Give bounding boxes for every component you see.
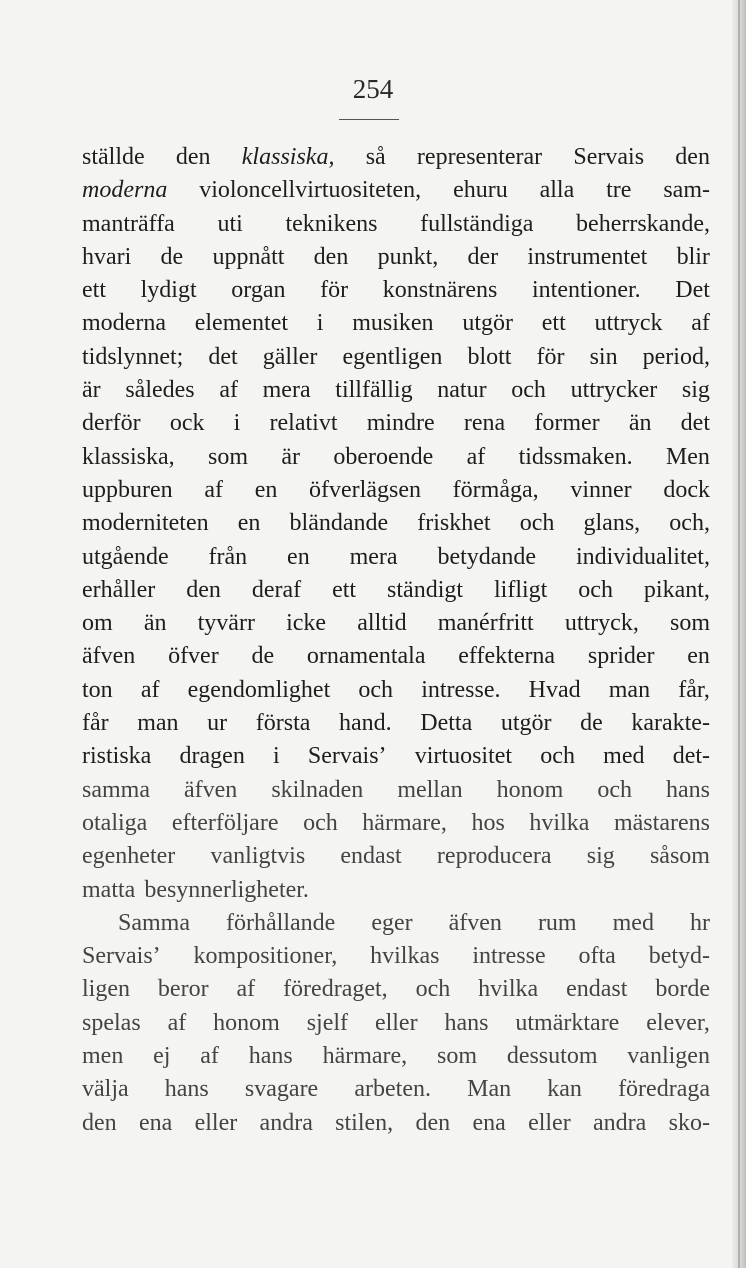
word: lydigt (140, 277, 197, 304)
word: är (82, 377, 101, 404)
word: elever, (646, 1009, 710, 1036)
word: eger (371, 909, 413, 936)
word: mästarens (613, 809, 710, 836)
word: förmåga, (452, 476, 539, 503)
text-line (82, 574, 710, 607)
word: blott (467, 343, 512, 370)
word: och (578, 576, 613, 603)
text-line (82, 907, 710, 940)
word: matta (82, 876, 136, 903)
word: klassiska, (82, 443, 175, 470)
word: en (254, 476, 278, 503)
word: Servais’ (82, 943, 161, 970)
word: ständigt (387, 576, 464, 603)
word: förhållande (226, 909, 336, 936)
text-line (82, 407, 710, 440)
word: relativt (269, 410, 338, 437)
word: uttrycker (570, 377, 658, 404)
word: ur (207, 710, 228, 737)
word: utgör (462, 310, 513, 337)
word: former (534, 410, 600, 437)
word: vanligtvis (210, 843, 306, 870)
word: borde (655, 976, 710, 1003)
word: betyd- (648, 943, 710, 970)
page-number: 254 (352, 74, 394, 104)
word: andra (259, 1109, 313, 1136)
word: man (137, 710, 179, 737)
word: från (208, 543, 248, 570)
word: samma (82, 776, 150, 803)
text-line (82, 807, 710, 840)
word: lifligt (494, 576, 548, 603)
word: klassiska, (241, 144, 335, 170)
word: utgående (82, 543, 169, 570)
word: Det (675, 277, 710, 304)
word: moderna (82, 177, 168, 204)
word: första (255, 710, 311, 737)
word: violoncellvirtuositeten, (199, 177, 422, 204)
word: ställde (82, 144, 145, 170)
word: härmare, (322, 1043, 408, 1070)
word: hvilka (478, 976, 539, 1003)
word: arbeten. (354, 1076, 431, 1103)
word: välja (82, 1076, 129, 1103)
word: af (219, 377, 238, 404)
word: uppburen (82, 476, 173, 503)
word: spelas (82, 1009, 141, 1036)
word: äfven (82, 643, 136, 670)
word: för (536, 343, 565, 370)
word: som (669, 610, 710, 637)
word: i (273, 743, 280, 770)
text-line (82, 441, 710, 474)
word: får (82, 710, 109, 737)
word: icke (286, 610, 327, 637)
word: stilen, (335, 1109, 394, 1136)
word: mera (262, 377, 311, 404)
word: den (175, 144, 211, 170)
word: individualitet, (575, 543, 710, 570)
word: af (204, 476, 223, 503)
word: det (680, 410, 710, 437)
word: i (233, 410, 241, 437)
word: manérfritt (437, 610, 534, 637)
word: endast (340, 843, 402, 870)
word: erhåller (82, 576, 156, 603)
word: får, (678, 676, 710, 703)
word: tyvärr (197, 610, 255, 637)
text-line (82, 774, 710, 807)
word: öfverlägsen (309, 476, 421, 503)
word: intentioner. (532, 277, 641, 304)
text-line (82, 141, 710, 174)
word: sig (586, 843, 615, 870)
word: eller (194, 1109, 238, 1136)
text-line (82, 341, 710, 374)
page-edge-line (738, 0, 740, 1268)
word: sam- (663, 177, 710, 204)
word: glans, (583, 510, 641, 537)
body-text (82, 141, 710, 1140)
word: sprider (587, 643, 655, 670)
text-line (82, 1040, 710, 1073)
word: manträffa (82, 210, 175, 237)
word: egendomlighet (187, 676, 331, 703)
text-line (82, 874, 710, 907)
word: egentligen (342, 343, 443, 370)
text-line (82, 1007, 710, 1040)
word: reproducera (436, 843, 552, 870)
word: den (415, 1109, 451, 1136)
word: en (287, 543, 310, 570)
word: och (597, 776, 632, 803)
word: pikant, (643, 576, 710, 603)
word: således (125, 377, 195, 404)
word: utmärktare (515, 1009, 620, 1036)
word: blir (676, 243, 710, 270)
word: eller (374, 1009, 418, 1036)
word: mindre (366, 410, 435, 437)
word: beror (157, 976, 209, 1003)
word: kan (547, 1076, 582, 1103)
word: af (167, 1009, 187, 1036)
word: eller (528, 1109, 571, 1136)
word: af (466, 443, 486, 470)
word: virtuositet (414, 743, 513, 770)
word: Servais (573, 144, 645, 170)
word: så (365, 144, 386, 170)
word: med (612, 909, 654, 936)
word: och (511, 377, 546, 404)
word: ej (153, 1043, 171, 1070)
word: mellan (397, 776, 463, 803)
word: tidssmaken. (518, 443, 633, 470)
word: det- (672, 743, 710, 770)
word: den (82, 1109, 117, 1136)
word: alla (539, 177, 575, 204)
word: än (628, 410, 652, 437)
word: hvari (82, 243, 132, 270)
word: sko- (668, 1109, 710, 1136)
text-line (82, 241, 710, 274)
text-line (82, 374, 710, 407)
text-line (82, 174, 710, 207)
word: öfver (168, 643, 219, 670)
word: derför (82, 410, 141, 437)
word: otaliga (82, 809, 148, 836)
word: den (313, 243, 349, 270)
word: instrumentet (527, 243, 648, 270)
word: bländande (289, 510, 389, 537)
text-line (82, 541, 710, 574)
word: ett (541, 310, 566, 337)
word: intresse (472, 943, 546, 970)
word: andra (593, 1109, 647, 1136)
word: och, (669, 510, 710, 537)
word: gäller (262, 343, 318, 370)
header-rule (339, 119, 399, 120)
word: af (200, 1043, 219, 1070)
word: fullständiga (420, 210, 534, 237)
word: utgör (500, 710, 552, 737)
word: vanligen (627, 1043, 710, 1070)
word: en (237, 510, 261, 537)
word: konstnärens (382, 277, 498, 304)
word: hans (248, 1043, 293, 1070)
text-line (82, 674, 710, 707)
word: dragen (179, 743, 245, 770)
word: dessutom (506, 1043, 598, 1070)
text-line (82, 307, 710, 340)
text-line (82, 973, 710, 1006)
word: uppnått (212, 243, 285, 270)
word: och (303, 809, 338, 836)
text-line (82, 474, 710, 507)
word: vinner (570, 476, 632, 503)
word: föredraga (618, 1076, 710, 1103)
text-line (82, 640, 710, 673)
word: såsom (649, 843, 710, 870)
word: punkt, (377, 243, 439, 270)
word: beherrskande, (576, 210, 710, 237)
text-line (82, 940, 710, 973)
word: föredraget, (283, 976, 388, 1003)
word: efterföljare (171, 809, 279, 836)
word: kompositioner, (193, 943, 338, 970)
word: Servais’ (307, 743, 387, 770)
word: hos (471, 809, 505, 836)
word: honom (496, 776, 564, 803)
word: men (82, 1043, 124, 1070)
word: härmare, (362, 809, 447, 836)
word: äfven (448, 909, 502, 936)
word: skilnaden (271, 776, 364, 803)
word: uttryck (594, 310, 663, 337)
word: ofta (578, 943, 616, 970)
word: än (143, 610, 167, 637)
word: med (603, 743, 645, 770)
word: Samma (118, 909, 190, 936)
word: och (540, 743, 575, 770)
word: elementet (194, 310, 289, 337)
word: hans (666, 776, 710, 803)
word: rena (463, 410, 506, 437)
word: hvilkas (370, 943, 440, 970)
word: teknikens (285, 210, 378, 237)
word: sin (589, 343, 618, 370)
word: ehuru (453, 177, 508, 204)
word: Hvad (528, 676, 581, 703)
word: karakte- (631, 710, 710, 737)
word: och (415, 976, 451, 1003)
word: tillfällig (335, 377, 413, 404)
word: och (358, 676, 394, 703)
word: moderna (82, 310, 166, 337)
word: organ (231, 277, 286, 304)
word: ristiska (82, 743, 152, 770)
word: der (467, 243, 499, 270)
word: ena (472, 1109, 506, 1136)
word: den (675, 144, 710, 170)
word: man (608, 676, 651, 703)
word: moderniteten (82, 510, 209, 537)
word: tidslynnet; (82, 343, 184, 370)
word: alltid (357, 610, 407, 637)
text-line (82, 840, 710, 873)
word: uti (217, 210, 243, 237)
word: besynnerligheter. (144, 876, 309, 903)
word: dock (663, 476, 710, 503)
word: hans (164, 1076, 209, 1103)
word: tre (606, 177, 632, 204)
word: Men (665, 443, 710, 470)
word: egenheter (82, 843, 176, 870)
word: mera (349, 543, 398, 570)
text-line (82, 1073, 710, 1106)
word: ena (138, 1109, 173, 1136)
word: ett (82, 277, 106, 304)
word: som (436, 1043, 477, 1070)
word: endast (566, 976, 628, 1003)
text-line (82, 1107, 710, 1140)
word: i (316, 310, 324, 337)
word: äfven (184, 776, 238, 803)
word: oberoende (333, 443, 434, 470)
word: den (186, 576, 221, 603)
text-line (82, 274, 710, 307)
word: de (251, 643, 275, 670)
word: de (580, 710, 603, 737)
word: effekterna (458, 643, 556, 670)
word: om (82, 610, 113, 637)
word: hvilka (529, 809, 590, 836)
word: natur (437, 377, 487, 404)
word: sjelf (306, 1009, 349, 1036)
word: det (208, 343, 238, 370)
word: och (519, 510, 555, 537)
word: ton (82, 676, 113, 703)
word: som (208, 443, 249, 470)
word: ornamentala (306, 643, 426, 670)
text-line (82, 607, 710, 640)
word: uttryck, (564, 610, 639, 637)
word: Man (467, 1076, 512, 1103)
word: af (691, 310, 710, 337)
word: betydande (437, 543, 537, 570)
text-line (82, 707, 710, 740)
word: af (140, 676, 160, 703)
text-line (82, 507, 710, 540)
word: friskhet (417, 510, 491, 537)
word: är (281, 443, 300, 470)
word: intresse. (421, 676, 501, 703)
word: ett (332, 576, 357, 603)
word: representerar (416, 144, 543, 170)
word: hr (689, 909, 710, 936)
word: ligen (82, 976, 130, 1003)
word: deraf (251, 576, 302, 603)
text-line (82, 208, 710, 241)
word: en (687, 643, 710, 670)
word: ock (169, 410, 205, 437)
text-line (82, 740, 710, 773)
word: period, (642, 343, 710, 370)
word: sig (681, 377, 710, 404)
word: honom (213, 1009, 280, 1036)
word: musiken (352, 310, 434, 337)
word: hans (444, 1009, 489, 1036)
word: Detta (420, 710, 473, 737)
word: rum (537, 909, 577, 936)
word: af (236, 976, 256, 1003)
word: de (160, 243, 184, 270)
word: hand. (339, 710, 392, 737)
word: för (320, 277, 349, 304)
word: svagare (244, 1076, 319, 1103)
